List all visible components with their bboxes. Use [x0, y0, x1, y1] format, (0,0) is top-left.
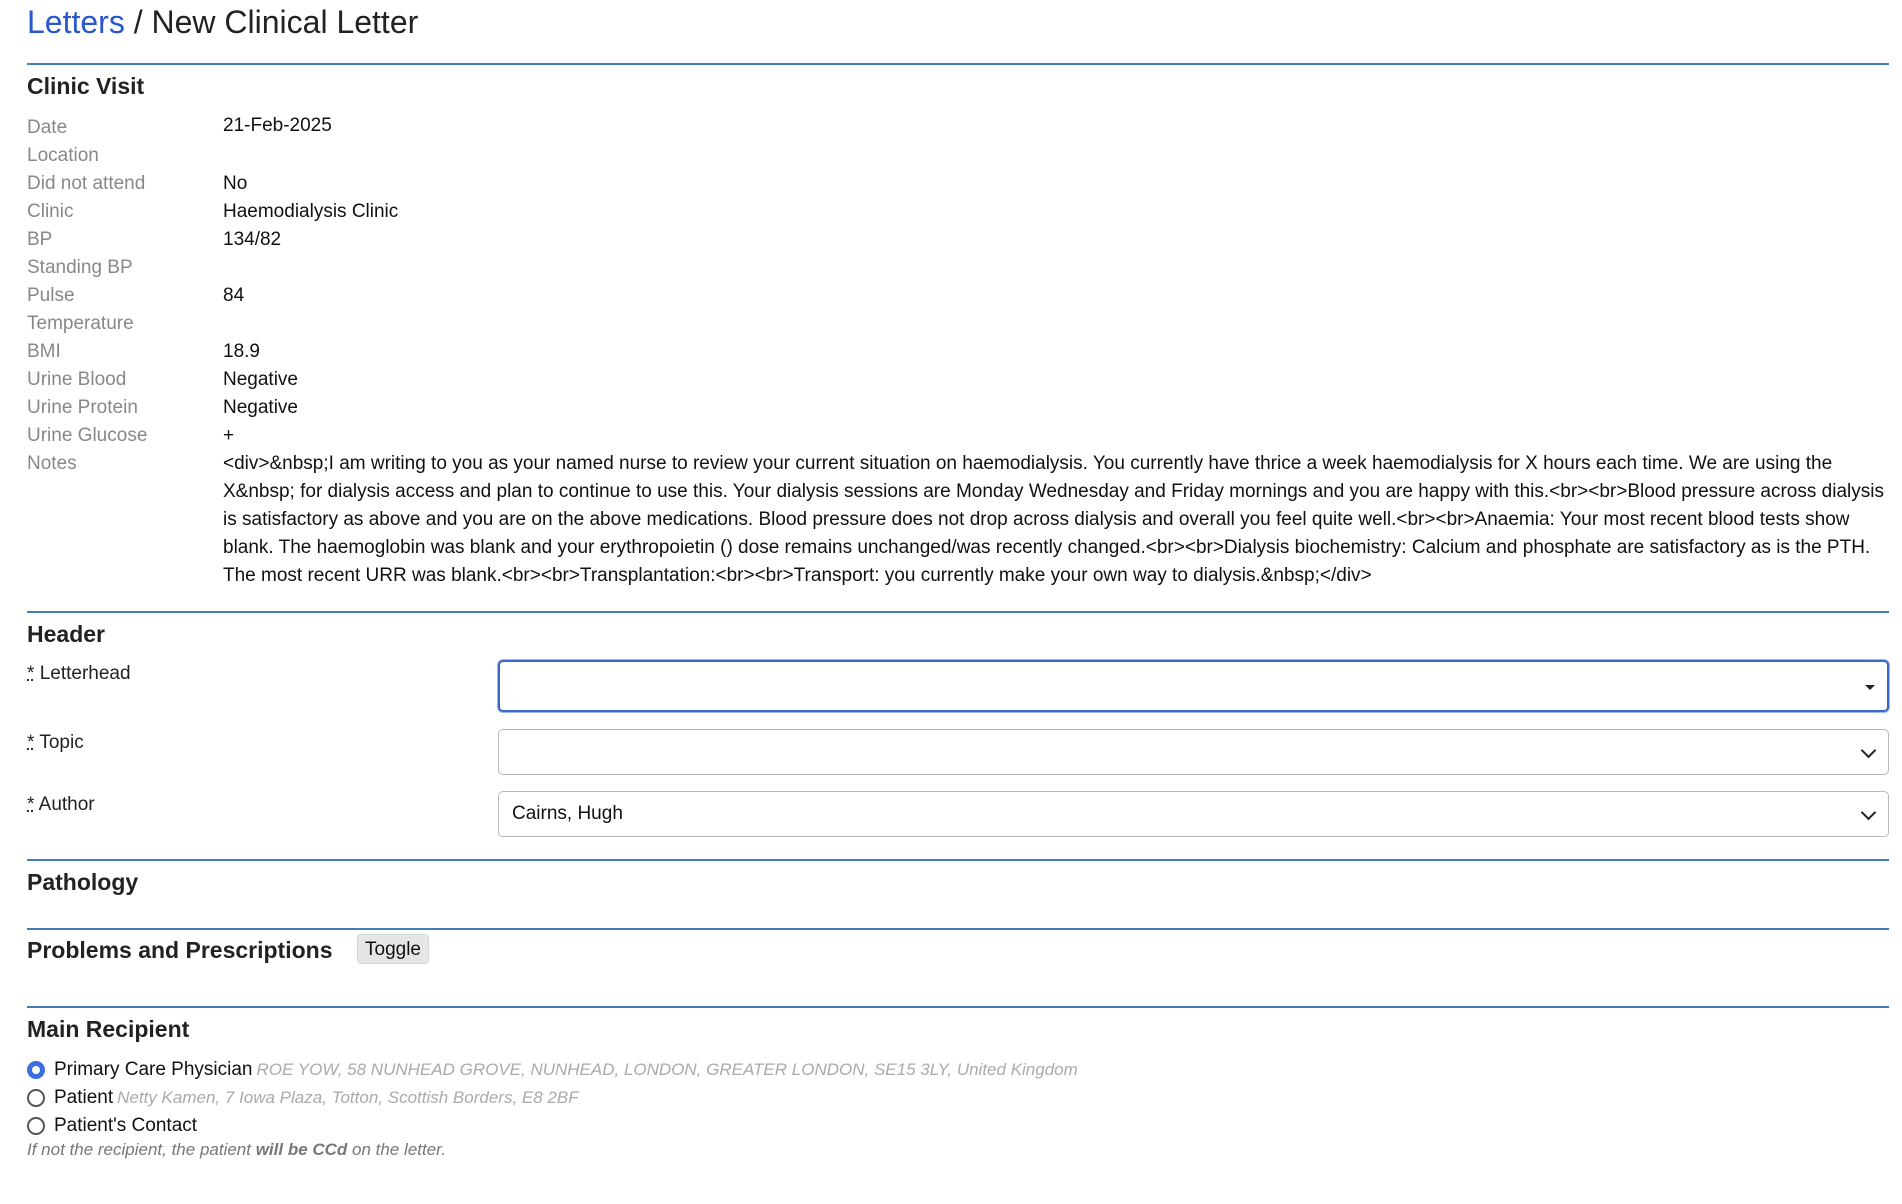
- section-divider: [27, 859, 1889, 861]
- required-marker: *: [27, 663, 35, 684]
- author-label-text: Author: [38, 794, 95, 815]
- breadcrumb: [27, 2, 418, 42]
- section-title-clinic-visit: Clinic Visit: [27, 73, 145, 99]
- field-value: Haemodialysis Clinic: [223, 201, 399, 222]
- field-label: Urine Protein: [27, 397, 138, 418]
- section-divider: [27, 928, 1889, 930]
- letterhead-label-text: Letterhead: [39, 663, 131, 684]
- field-value: Negative: [223, 397, 298, 418]
- field-label: Urine Glucose: [27, 425, 148, 446]
- recipient-label: Patient: [54, 1087, 114, 1108]
- field-value: 134/82: [223, 229, 282, 250]
- field-value: 21-Feb-2025: [223, 115, 332, 136]
- notes-text: <div>&nbsp;I am writing to you as your named nurse to review your current situation on haemodialysis. You currently have thrice a week haemodialysis for X hours each time. We are using the X&nbsp; for dialysis access and plan to continue to use this. Your dialysis sessions are Monday Wednesday and Friday mornings and you are happy with this.<br><br>Blood pressure across dialysis is satisfactory as above and you are on the above medications. Blood pressure does not drop across dialysis and overall you feel quite well.<br><br>Anaemia: Your most recent blood tests show blank. The haemoglobin was blank and your erythropoietin () dose remains unchanged/was recently changed.<br><br>Dialysis biochemistry: Calcium and phosphate are satisfactory as is the PTH. The most recent URR was blank.<br><br>Transplantation:<br><br>Transport: you currently make your own way to dialysis.&nbsp;</div>: [223, 453, 1884, 586]
- recipient-address: ROE YOW, 58 NUNHEAD GROVE, NUNHEAD, LONDON, GREATER LONDON, SE15 3LY, United Kingdom: [256, 1060, 1078, 1079]
- letterhead-select[interactable]: [498, 660, 1889, 712]
- author-select[interactable]: [498, 791, 1889, 837]
- topic-label: [27, 729, 84, 757]
- topic-label-text: Topic: [39, 732, 84, 753]
- section-title-main-recipient: Main Recipient: [27, 1016, 190, 1042]
- radio-label[interactable]: [54, 1084, 579, 1112]
- page-title: New Clinical Letter: [151, 4, 419, 40]
- radio-label[interactable]: [54, 1056, 1078, 1084]
- section-title-problems: Problems and Prescriptions: [27, 937, 333, 963]
- field-label: BP: [27, 229, 53, 250]
- hint-emphasis: will be CCd: [255, 1140, 348, 1159]
- field-label: Temperature: [27, 313, 134, 334]
- field-value: No: [223, 173, 248, 194]
- topic-select[interactable]: [498, 729, 1889, 775]
- radio-patients-contact[interactable]: [27, 1117, 45, 1135]
- field-value: +: [223, 425, 235, 446]
- breadcrumb-separator: /: [124, 4, 152, 40]
- section-title-pathology: Pathology: [27, 869, 139, 895]
- field-label: Notes: [27, 453, 77, 474]
- recipient-label: Primary Care Physician: [54, 1059, 253, 1080]
- hint-text: on the letter.: [347, 1140, 446, 1159]
- letterhead-label: [27, 660, 131, 688]
- field-label: Location: [27, 145, 99, 166]
- breadcrumb-letters-link[interactable]: Letters: [27, 4, 125, 40]
- field-label: Did not attend: [27, 173, 146, 194]
- field-label: BMI: [27, 341, 61, 362]
- section-divider: [27, 611, 1889, 613]
- section-divider: [27, 63, 1889, 65]
- field-label: Date: [27, 117, 68, 138]
- field-label: Standing BP: [27, 257, 133, 278]
- author-value: Cairns, Hugh: [512, 803, 623, 824]
- recipient-address: Netty Kamen, 7 Iowa Plaza, Totton, Scottish Borders, E8 2BF: [117, 1088, 579, 1107]
- field-label: Clinic: [27, 201, 74, 222]
- section-title-header: Header: [27, 621, 105, 647]
- field-value: Negative: [223, 369, 298, 390]
- field-label: Urine Blood: [27, 369, 127, 390]
- chevron-down-icon: [1861, 805, 1877, 821]
- radio-primary-care-physician[interactable]: [27, 1061, 45, 1079]
- field-value: 84: [223, 285, 245, 306]
- toggle-button[interactable]: Toggle: [357, 934, 429, 964]
- hint-text: If not the recipient, the patient: [27, 1140, 256, 1159]
- radio-label[interactable]: [54, 1112, 197, 1140]
- required-marker: *: [27, 794, 35, 815]
- required-marker: *: [27, 732, 35, 753]
- recipient-label: Patient's Contact: [54, 1115, 198, 1136]
- field-value: 18.9: [223, 341, 260, 362]
- caret-down-icon: [1865, 685, 1875, 690]
- field-label: Pulse: [27, 285, 75, 306]
- author-label: [27, 791, 95, 819]
- chevron-down-icon: [1861, 743, 1877, 759]
- cc-hint: [27, 1140, 446, 1160]
- section-divider: [27, 1006, 1889, 1008]
- radio-patient[interactable]: [27, 1089, 45, 1107]
